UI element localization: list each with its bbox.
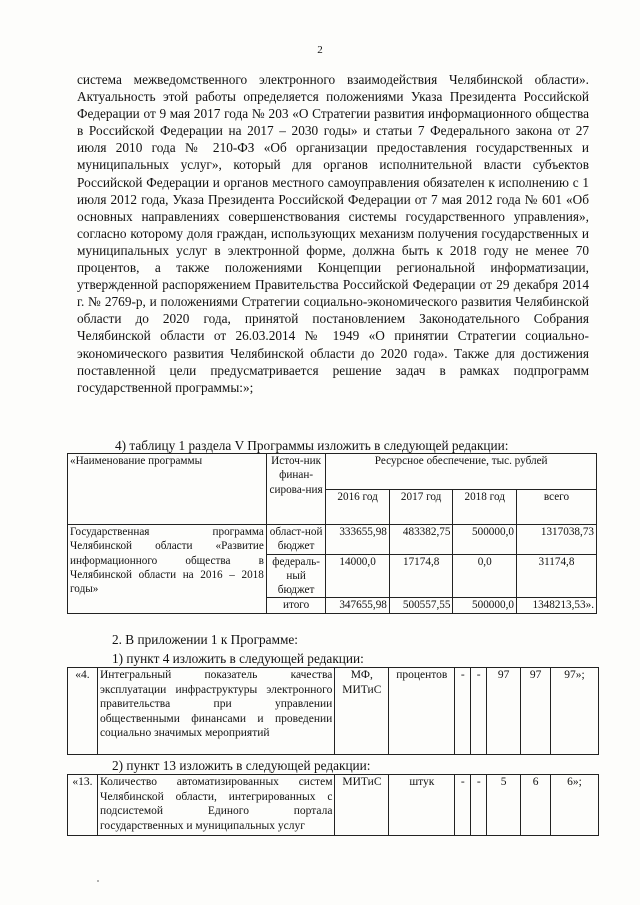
unit-cell: процентов (389, 668, 455, 755)
indicator-table-point-4 (67, 667, 599, 755)
paragraph-text: система межведомственного электронного взаимодействия Челябинской области». Актуальность этой работы определяется положениями Указа Президента Российской Федерации от 9 мая 2017 года № 203 «О Стратегии развития информационного общества в Российской Федерации на 2017 – 2030 годы» и статьи 7 Федерального закона от 27 июля 2010 года № 210-ФЗ «Об организации предоставления государственных и муниципальных услуг», который для органов исполнительной власти субъектов Российской Федерации и органов местного самоуправления обязателен к исполнению с 1 июля 2012 года, Указа Президента Российской Федерации от 7 мая 2012 года № 601 «Об основных направлениях совершенствования системы государственного управления», согласно которому доля граждан, использующих механизм получения государственных и муниципальных услуг в электронной форме, должна быть к 2018 году не менее 70 процентов, а также положениями Концепции региональной информатизации, утвержденной распоряжением Правительства Российской Федерации от 29 декабря 2014 г. № 2769-р, и положениями Стратегии социально-экономического развития Челябинской области до 2020 года, принятой постановлением Законодательного Собрания Челябинской области от 26.03.2014 № 1949 «О принятии Стратегии социально-экономического развития Челябинской области до 2020 года». Также для достижения поставленной цели предусматривается решение задач в рамках подпрограмм государственной программы:»; (77, 72, 589, 395)
header-year-2018: 2018 год (453, 489, 517, 525)
value-cell: 1317038,73 (516, 525, 596, 555)
indicator-text: Интегральный показатель качества эксплуатации инфраструктуры электронного правительства при управлении общественными финансами и проведении социально значимых мероприятий (97, 668, 334, 755)
source-cell: област-ной бюджет (266, 525, 325, 555)
source-cell: итого (266, 598, 325, 613)
value-cell: - (455, 775, 471, 836)
section2-heading: 2. В приложении 1 к Программе: (112, 632, 298, 647)
value-cell: 6 (521, 775, 551, 836)
value-cell: - (455, 668, 471, 755)
responsible-cell: МИТиС (335, 775, 389, 836)
value-cell: 14000,0 (326, 554, 390, 598)
point4-heading: 1) пункт 4 изложить в следующей редакции: (112, 651, 364, 666)
body-paragraph (77, 71, 589, 396)
value-cell: 0,0 (453, 554, 517, 598)
value-cell: - (471, 668, 487, 755)
value-cell: 6»; (551, 775, 599, 836)
program-name-cell: Государственная программа Челябинской области «Развитие информационного общества в Челябинской области на 2016 – 2018 годы» (68, 525, 267, 614)
resource-table (67, 453, 597, 614)
value-cell: 17174,8 (389, 554, 453, 598)
value-cell: 1348213,53». (516, 598, 596, 613)
value-cell: 333655,98 (326, 525, 390, 555)
page-number: 2 (317, 44, 323, 56)
header-program-name: «Наименование программы (68, 454, 267, 525)
value-cell: 500000,0 (453, 598, 517, 613)
value-cell: 97 (487, 668, 521, 755)
value-cell: 31174,8 (516, 554, 596, 598)
responsible-cell: МФ, МИТиС (335, 668, 389, 755)
row-number: «13. (68, 775, 98, 836)
point13-heading: 2) пункт 13 изложить в следующей редакции: (112, 758, 371, 773)
indicator-text: Количество автоматизированных систем Челябинской области, интегрированных с подсистемой Единого портала государственных и муниципальных услуг (97, 775, 335, 836)
unit-cell: штук (389, 775, 455, 836)
value-cell: 500557,55 (389, 598, 453, 613)
value-cell: 97 (521, 668, 551, 755)
value-cell: 5 (487, 775, 521, 836)
row-number: «4. (68, 668, 98, 755)
item4-heading: 4) таблицу 1 раздела V Программы изложить в следующей редакции: (115, 438, 509, 453)
source-cell: федераль-ный бюджет (266, 554, 325, 598)
header-total: всего (516, 489, 596, 525)
value-cell: 483382,75 (389, 525, 453, 555)
scan-speck (97, 880, 99, 882)
header-source: Источ-ник финан-сирова-ния (266, 454, 325, 525)
header-resources: Ресурсное обеспечение, тыс. рублей (326, 454, 597, 490)
value-cell: 500000,0 (453, 525, 517, 555)
value-cell: - (471, 775, 487, 836)
indicator-table-point-13 (67, 774, 599, 836)
value-cell: 347655,98 (326, 598, 390, 613)
header-year-2017: 2017 год (389, 489, 453, 525)
value-cell: 97»; (551, 668, 599, 755)
header-year-2016: 2016 год (326, 489, 390, 525)
